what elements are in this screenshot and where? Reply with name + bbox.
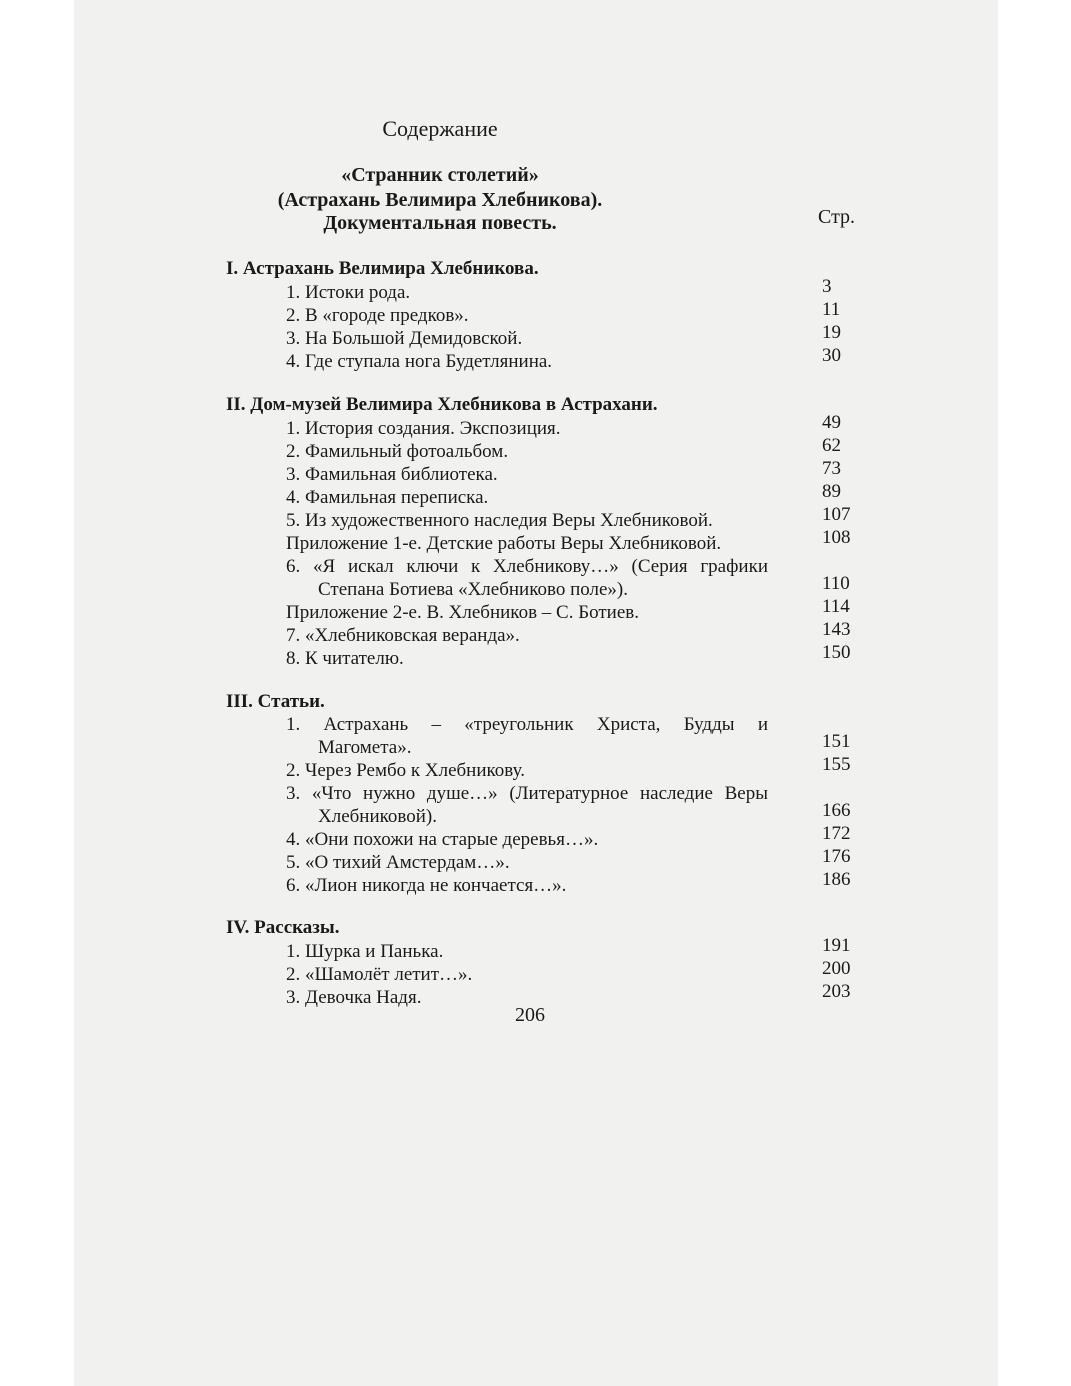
toc-entry: Приложение 2-е. В. Хлебников – С. Ботиев.	[286, 602, 639, 623]
toc-page-number: 166	[822, 800, 851, 821]
toc-entry-continuation: Магомета».	[318, 737, 412, 758]
toc-page-number: 155	[822, 754, 851, 775]
toc-page-number: 150	[822, 642, 851, 663]
toc-page-number: 203	[822, 981, 851, 1002]
toc-page-number: 89	[822, 481, 841, 502]
page-number: 206	[515, 1004, 545, 1026]
toc-entry: 4. Фамильная переписка.	[286, 487, 489, 508]
toc-page-number: 108	[822, 527, 851, 548]
toc-page-number: 110	[822, 573, 850, 594]
toc-entry: 3. Девочка Надя.	[286, 987, 422, 1008]
page-column-label: Стр.	[818, 206, 856, 228]
section-title: II. Дом-музей Велимира Хлебникова в Астрахани.	[226, 394, 658, 415]
toc-entry: 3. На Большой Демидовской.	[286, 328, 523, 349]
section-title: III. Статьи.	[226, 691, 325, 712]
toc-heading: Содержание	[382, 116, 498, 141]
toc-entry: 7. «Хлебниковская веранда».	[286, 625, 520, 646]
toc-page-number: 151	[822, 731, 851, 752]
toc-entry: 2. Через Рембо к Хлебникову.	[286, 760, 525, 781]
section-title: IV. Рассказы.	[226, 917, 340, 938]
toc-page-number: 172	[822, 823, 851, 844]
toc-entry: Приложение 1-е. Детские работы Веры Хлебниковой.	[286, 533, 722, 554]
toc-entry: 6. «Я искал ключи к Хлебникову…» (Серия графики	[286, 556, 768, 577]
toc-page-number: 143	[822, 619, 851, 640]
toc-page-number: 114	[822, 596, 850, 617]
toc-page-number: 186	[822, 869, 851, 890]
toc-page-number: 73	[822, 458, 841, 479]
toc-entry: 6. «Лион никогда не кончается…».	[286, 875, 567, 896]
toc-page-number: 176	[822, 846, 851, 867]
book-title-line-3: Документальная повесть.	[323, 212, 557, 234]
toc-page-number: 62	[822, 435, 841, 456]
toc-entry: 4. Где ступала нога Будетлянина.	[286, 351, 553, 372]
section-title: I. Астрахань Велимира Хлебникова.	[226, 258, 539, 279]
toc-entry: 1. История создания. Экспозиция.	[286, 418, 561, 439]
toc-entry: 1. Шурка и Панька.	[286, 941, 444, 962]
toc-page-number: 30	[822, 345, 841, 366]
toc-entry: 2. Фамильный фотоальбом.	[286, 441, 509, 462]
toc-entry: 3. «Что нужно душе…» (Литературное наследие Веры	[286, 783, 768, 804]
toc-entry: 3. Фамильная библиотека.	[286, 464, 498, 485]
toc-entry: 1. Истоки рода.	[286, 282, 411, 303]
toc-page-number: 11	[822, 299, 841, 320]
toc-entry: 2. В «городе предков».	[286, 305, 469, 326]
toc-page-number: 107	[822, 504, 851, 525]
toc-page-number: 49	[822, 412, 841, 433]
book-title-line-2: (Астрахань Велимира Хлебникова).	[277, 189, 603, 211]
toc-page-number: 3	[822, 276, 832, 297]
toc-page-number: 200	[822, 958, 851, 979]
toc-entry: 1. Астрахань – «треугольник Христа, Будды и	[286, 714, 768, 735]
toc-entry: 2. «Шамолёт летит…».	[286, 964, 473, 985]
toc-entry-continuation: Хлебниковой).	[318, 806, 437, 827]
toc-entry: 5. Из художественного наследия Веры Хлебниковой.	[286, 510, 713, 531]
toc-entry: 5. «О тихий Амстердам…».	[286, 852, 510, 873]
toc-page-number: 191	[822, 935, 851, 956]
book-title-line-1: «Странник столетий»	[341, 164, 539, 186]
toc-entry: 4. «Они похожи на старые деревья…».	[286, 829, 599, 850]
toc-entry: 8. К читателю.	[286, 648, 404, 669]
toc-entry-continuation: Степана Ботиева «Хлебниково поле»).	[318, 579, 628, 600]
toc-page-number: 19	[822, 322, 841, 343]
